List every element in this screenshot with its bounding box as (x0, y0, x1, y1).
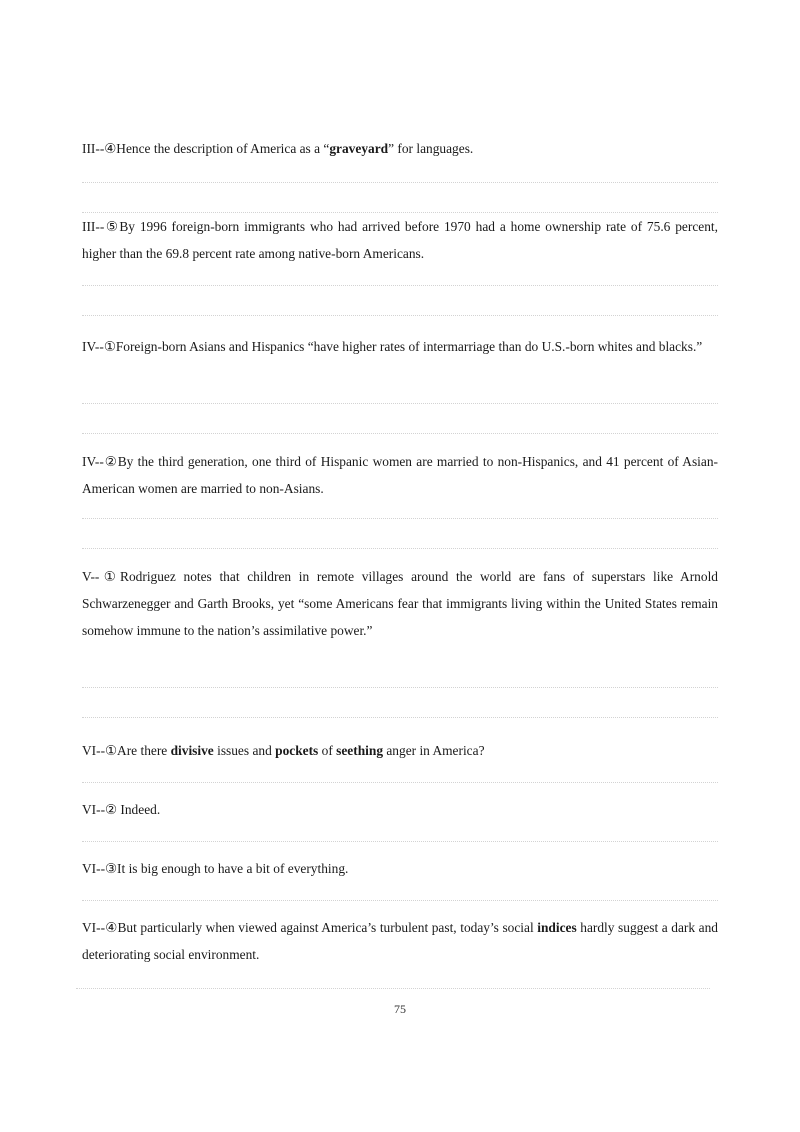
text-run: issues and (213, 743, 276, 758)
text-run: IV--②By the third generation, one third of Hispanic women are married to non-Hispanics, and 41 percent of Asian-American women are married to non-Asians. (82, 454, 718, 496)
paragraph-iii-4 (82, 135, 718, 162)
text-run: VI--①Are there (82, 743, 171, 758)
paragraph-iv-2 (82, 448, 718, 502)
paragraph-vi-4 (82, 914, 718, 968)
bold-term: graveyard (329, 141, 389, 156)
dotted-rule (82, 900, 718, 901)
dotted-rule (82, 687, 718, 688)
text-run: VI--④But particularly when viewed against America’s turbulent past, today’s social (82, 920, 538, 935)
dotted-rule (82, 285, 718, 286)
text-run: VI--③It is big enough to have a bit of everything. (82, 861, 349, 876)
dotted-rule (82, 182, 718, 183)
dotted-rule (82, 403, 718, 404)
bold-term: pockets (275, 743, 319, 758)
page-number: 75 (394, 1002, 406, 1016)
dotted-rule (82, 548, 718, 549)
dotted-rule (82, 782, 718, 783)
bold-term: seething (336, 743, 384, 758)
paragraph-iii-5 (82, 213, 718, 267)
paragraph-iv-1 (82, 333, 718, 360)
text-run: III--④Hence the description of America as a “ (82, 141, 330, 156)
dotted-rule (82, 841, 718, 842)
dotted-rule (82, 433, 718, 434)
paragraph-v-1 (82, 563, 718, 644)
paragraph-vi-2 (82, 796, 718, 823)
paragraph-vi-3 (82, 855, 718, 882)
text-run: ” for languages. (388, 141, 474, 156)
text-run: VI--② Indeed. (82, 802, 161, 817)
paragraph-vi-1 (82, 737, 718, 764)
dotted-rule (82, 315, 718, 316)
text-run: anger in America? (383, 743, 485, 758)
text-run: hardly suggest a dark and deteriorating social environment. (82, 920, 718, 962)
dotted-rule (82, 518, 718, 519)
dotted-rule (82, 717, 718, 718)
text-run: V--①Rodriguez notes that children in remote villages around the world are fans of superstars like Arnold Schwarzenegger and Garth Brooks, yet “some Americans fear that immigrants living within the United States remain somehow immune to the nation’s assimilative power.” (82, 569, 718, 638)
bold-term: indices (537, 920, 577, 935)
text-run: of (318, 743, 337, 758)
text-run: III--⑤By 1996 foreign-born immigrants who had arrived before 1970 had a home ownership rate of 75.6 percent, higher than the 69.8 percent rate among native-born Americans. (82, 219, 718, 261)
footer-rule (76, 988, 710, 989)
bold-term: divisive (170, 743, 214, 758)
text-run: IV--①Foreign-born Asians and Hispanics “have higher rates of intermarriage than do U.S.-born whites and blacks.” (82, 339, 703, 354)
